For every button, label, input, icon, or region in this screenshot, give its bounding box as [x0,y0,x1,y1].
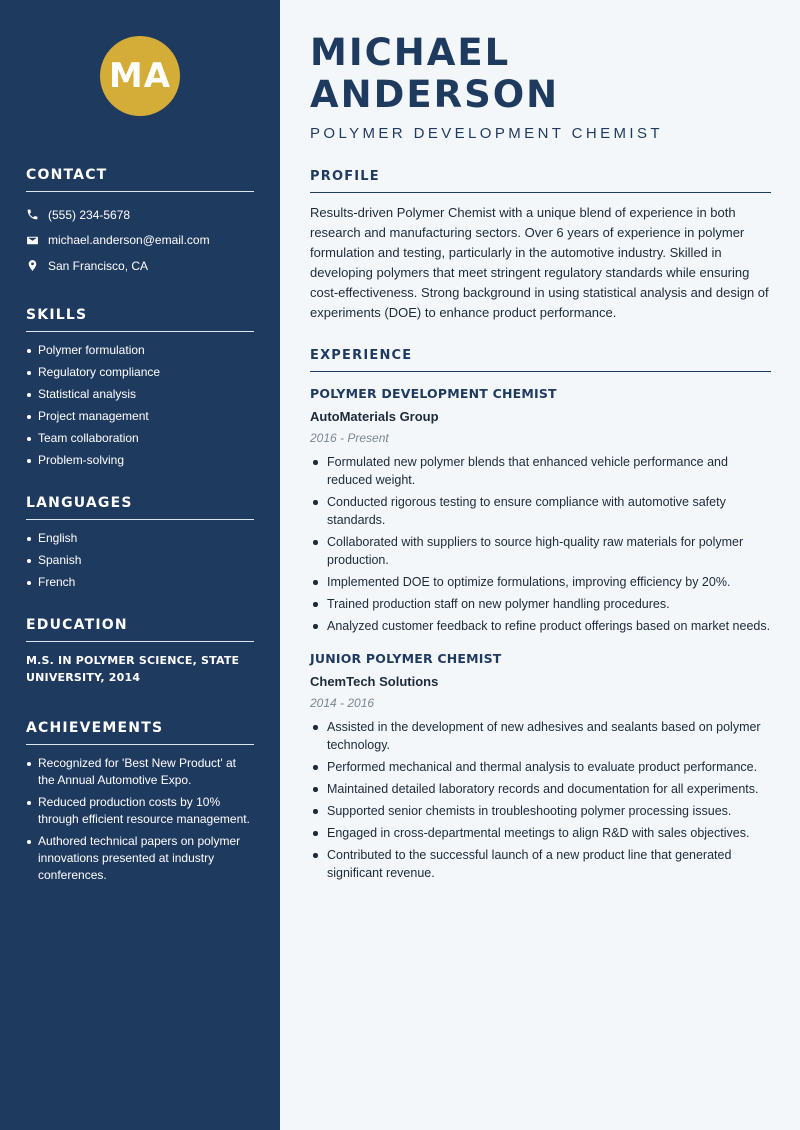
skills-section [26,307,254,469]
job-bullets [310,718,771,882]
list-item: Conducted rigorous testing to ensure compliance with automotive safety standards. [310,493,771,529]
experience-section [310,348,771,882]
list-item: Assisted in the development of new adhesives and sealants based on polymer technology. [310,718,771,754]
list-item: Regulatory compliance [26,364,254,381]
main-content [310,0,771,1130]
phone-icon [26,208,39,221]
email-text: michael.anderson@email.com [48,233,210,248]
contact-location [26,253,254,279]
job-title: POLYMER DEVELOPMENT CHEMIST [310,386,557,401]
job-entry [310,651,771,882]
list-item: Spanish [26,552,254,569]
list-item: Supported senior chemists in troubleshooting polymer processing issues. [310,802,771,820]
achievements-list [26,755,254,884]
candidate-title: POLYMER DEVELOPMENT CHEMIST [310,125,663,142]
list-item: Trained production staff on new polymer handling procedures. [310,595,771,613]
list-item: Authored technical papers on polymer innovations presented at industry conferences. [26,833,254,884]
list-item: Maintained detailed laboratory records and documentation for all experiments. [310,780,771,798]
job-dates: 2014 - 2016 [310,696,375,710]
company-name: AutoMaterials Group [310,409,439,424]
candidate-name: MICHAEL ANDERSON [310,31,560,116]
mail-icon [26,234,39,247]
job-bullets [310,453,771,635]
avatar: MA [100,36,180,116]
profile-heading: PROFILE [310,169,771,193]
list-item: Formulated new polymer blends that enhanced vehicle performance and reduced weight. [310,453,771,489]
list-item: Performed mechanical and thermal analysis to evaluate product performance. [310,758,771,776]
contact-heading: CONTACT [26,167,254,192]
achievements-heading: ACHIEVEMENTS [26,720,254,745]
contact-email [26,228,254,254]
phone-text: (555) 234-5678 [48,207,131,222]
list-item: Contributed to the successful launch of a new product line that generated significant revenue. [310,846,771,882]
list-item: Polymer formulation [26,342,254,359]
job-dates: 2016 - Present [310,431,389,445]
list-item: Analyzed customer feedback to refine product offerings based on market needs. [310,617,771,635]
languages-list [26,530,254,591]
list-item: French [26,574,254,591]
experience-heading: EXPERIENCE [310,348,771,372]
sidebar [0,0,280,1130]
job-title: JUNIOR POLYMER CHEMIST [310,651,502,666]
company-name: ChemTech Solutions [310,674,439,689]
list-item: Recognized for 'Best New Product' at the Annual Automotive Expo. [26,755,254,789]
languages-section [26,495,254,591]
profile-text: Results-driven Polymer Chemist with a unique blend of experience in both research and manufacturing sectors. Over 6 years of experience in polymer formulation and testing, particularly in the automotive industry. Skilled in developing polymers that meet stringent regulatory standards while ensuring cost-effectiveness. Strong background in using statistical analysis and design of experiments (DOE) to enhance product performance. [310,205,769,320]
list-item: Project management [26,408,254,425]
contact-section [26,167,254,279]
list-item: Engaged in cross-departmental meetings to align R&D with sales objectives. [310,824,771,842]
contact-phone [26,202,254,228]
list-item: Collaborated with suppliers to source high-quality raw materials for polymer production. [310,533,771,569]
list-item: Statistical analysis [26,386,254,403]
list-item: Problem-solving [26,452,254,469]
education-section [26,617,254,686]
job-entry [310,386,771,635]
education-degree: M.S. IN POLYMER SCIENCE, STATE UNIVERSITY, 2014 [26,653,240,684]
list-item: Implemented DOE to optimize formulations, improving efficiency by 20%. [310,573,771,591]
skills-heading: SKILLS [26,307,254,332]
skills-list [26,342,254,469]
profile-section [310,169,771,323]
languages-heading: LANGUAGES [26,495,254,520]
list-item: Team collaboration [26,430,254,447]
education-heading: EDUCATION [26,617,254,642]
location-text: San Francisco, CA [48,258,149,273]
achievements-section [26,720,254,884]
list-item: Reduced production costs by 10% through efficient resource management. [26,794,254,828]
list-item: English [26,530,254,547]
location-pin-icon [26,259,39,272]
